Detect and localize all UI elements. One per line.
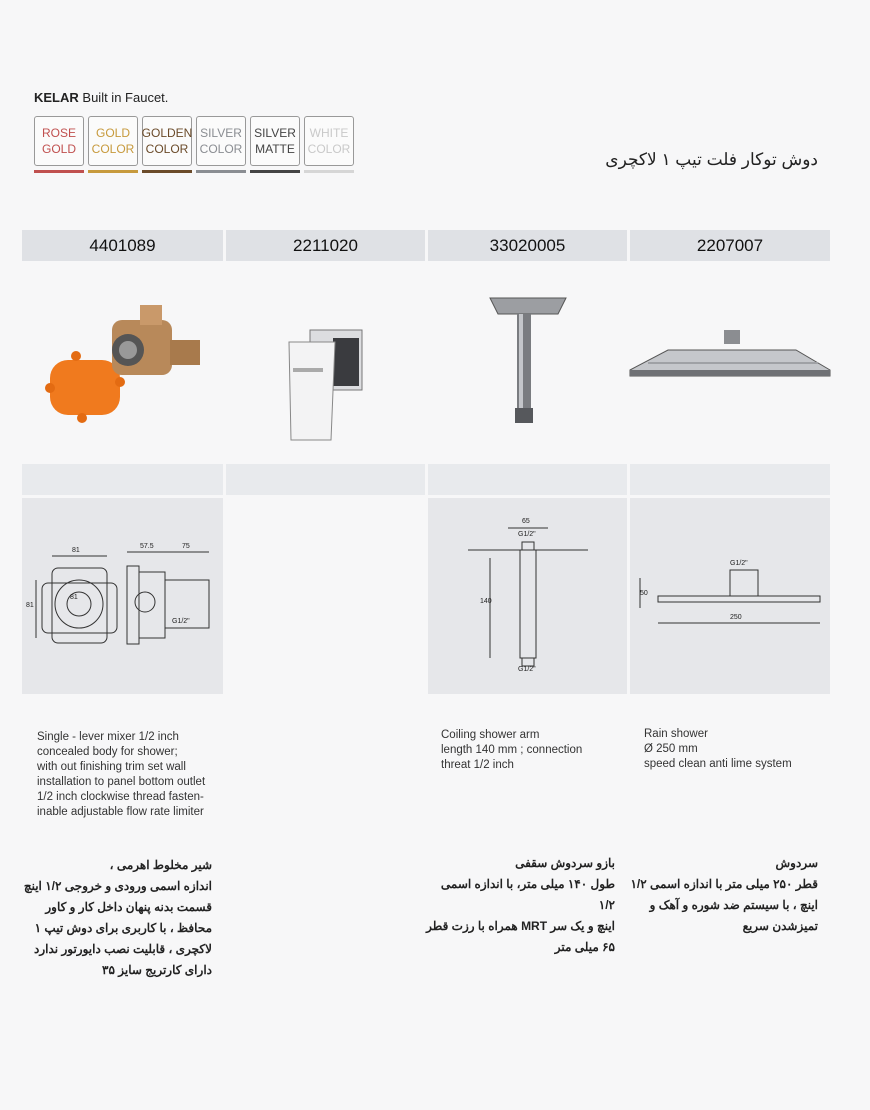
dim-label: G1/2" — [518, 666, 536, 673]
swatch-bar — [196, 170, 246, 173]
desc-line: سردوش — [775, 856, 818, 870]
desc-line: Single - lever mixer 1/2 inch — [37, 731, 179, 743]
product-image-mixer-body — [40, 300, 210, 425]
description-fa-rain — [628, 853, 818, 937]
desc-line: اینچ و یک سر MRT همراه با رزت قطر — [426, 919, 615, 933]
product-code-4: 2207007 — [630, 230, 830, 261]
dim-label: 81 — [72, 547, 80, 554]
desc-line: تمیزشدن سریع — [742, 919, 818, 933]
product-code-3: 33020005 — [428, 230, 627, 261]
swatch-label-1: WHITE — [309, 126, 349, 140]
swatch-label-2: COLOR — [145, 142, 189, 156]
desc-line: installation to panel bottom outlet — [37, 776, 206, 788]
dim-label: 81 — [26, 602, 34, 609]
desc-line: محافظ ، با کاربری برای دوش تیپ ۱ — [34, 921, 212, 935]
desc-line: 1/2 inch clockwise thread fasten- — [37, 791, 204, 803]
divider-band — [428, 464, 627, 495]
swatch-label-2: COLOR — [307, 142, 351, 156]
desc-line: اندازه اسمی ورودی و خروجی ۱/۲ اینچ — [23, 879, 212, 893]
brand-name: KELAR — [34, 90, 79, 105]
description-fa-arm — [425, 853, 615, 958]
desc-line: Coiling shower arm — [441, 729, 540, 741]
desc-line: length 140 mm ; connection — [441, 744, 583, 756]
desc-line: شیر مخلوط اهرمی ، — [109, 858, 212, 872]
divider-band — [630, 464, 830, 495]
desc-line: threat 1/2 inch — [441, 759, 514, 771]
dim-label: G1/2" — [518, 531, 536, 538]
swatch-label-2: GOLD — [41, 142, 76, 156]
swatch-bar — [34, 170, 84, 173]
swatch-bar — [142, 170, 192, 173]
swatch-bar — [250, 170, 300, 173]
swatch-label-1: SILVER — [254, 126, 296, 140]
brand-subtitle: Built in Faucet. — [82, 90, 169, 105]
desc-line: Rain shower — [644, 728, 708, 740]
product-image-trim-plate — [285, 328, 365, 443]
swatch-label-1: GOLDEN — [141, 126, 193, 140]
swatch-label-2: COLOR — [199, 142, 243, 156]
swatch-golden-color — [142, 116, 192, 166]
dim-label: 57.5 — [140, 543, 154, 550]
orange-housing — [50, 360, 120, 415]
desc-line: لاکچری ، قابلیت نصب دایورتور ندارد — [34, 942, 212, 956]
desc-line: Ø 250 mm — [644, 743, 698, 755]
swatch-label-1: SILVER — [200, 126, 242, 140]
technical-drawing-mixer — [22, 498, 223, 694]
description-fa-mixer — [22, 855, 212, 981]
desc-line: اینچ ، با سیستم ضد شوره و آهک و — [649, 898, 818, 912]
desc-line: speed clean anti lime system — [644, 758, 792, 770]
dim-label: 140 — [480, 598, 492, 605]
brand-line — [34, 90, 168, 105]
dim-label: 65 — [522, 518, 530, 525]
technical-drawing-rain — [630, 498, 830, 694]
dim-label: G1/2" — [730, 560, 748, 567]
description-en-arm — [441, 728, 621, 773]
desc-line: قطر ۲۵۰ میلی متر با اندازه اسمی ۱/۲ — [630, 877, 818, 891]
swatch-white-color — [304, 116, 354, 166]
swatch-bar — [88, 170, 138, 173]
dim-label: 75 — [182, 543, 190, 550]
dim-label: 250 — [730, 614, 742, 621]
swatch-label-1: GOLD — [95, 126, 130, 140]
swatch-silver-color — [196, 116, 246, 166]
desc-line: بازو سردوش سقفی — [515, 856, 615, 870]
swatch-bar — [304, 170, 354, 173]
dim-label: 81 — [70, 594, 78, 601]
divider-band — [226, 464, 425, 495]
desc-line: طول ۱۴۰ میلی متر، با اندازه اسمی ۱/۲ — [440, 877, 615, 912]
desc-line: concealed body for shower; — [37, 746, 178, 758]
technical-drawing-arm — [428, 498, 627, 694]
product-image-ceiling-arm — [486, 296, 568, 426]
swatch-gold-color — [88, 116, 138, 166]
swatch-label-2: MATTE — [255, 142, 295, 156]
dim-label: G1/2" — [172, 618, 190, 625]
swatch-silver-matte — [250, 116, 300, 166]
description-en-mixer — [37, 730, 217, 820]
desc-line: inable adjustable flow rate limiter — [37, 806, 204, 818]
swatch-label-1: ROSE — [41, 126, 76, 140]
swatch-rose-gold — [34, 116, 84, 166]
desc-line: قسمت بدنه پنهان داخل کار و کاور — [45, 900, 212, 914]
divider-band — [22, 464, 223, 495]
description-en-rain — [644, 727, 824, 772]
desc-line: ۶۵ میلی متر — [554, 940, 615, 954]
dim-label: 50 — [640, 590, 648, 597]
product-code-2: 2211020 — [226, 230, 425, 261]
product-image-rain-shower — [628, 328, 832, 386]
product-code-1: 4401089 — [22, 230, 223, 261]
desc-line: with out finishing trim set wall — [37, 761, 186, 773]
color-swatches — [34, 116, 354, 166]
desc-line: دارای کارتریج سایز ۳۵ — [102, 963, 212, 977]
page-title: دوش توکار فلت تیپ ۱ لاکچری — [605, 150, 818, 169]
swatch-label-2: COLOR — [91, 142, 135, 156]
